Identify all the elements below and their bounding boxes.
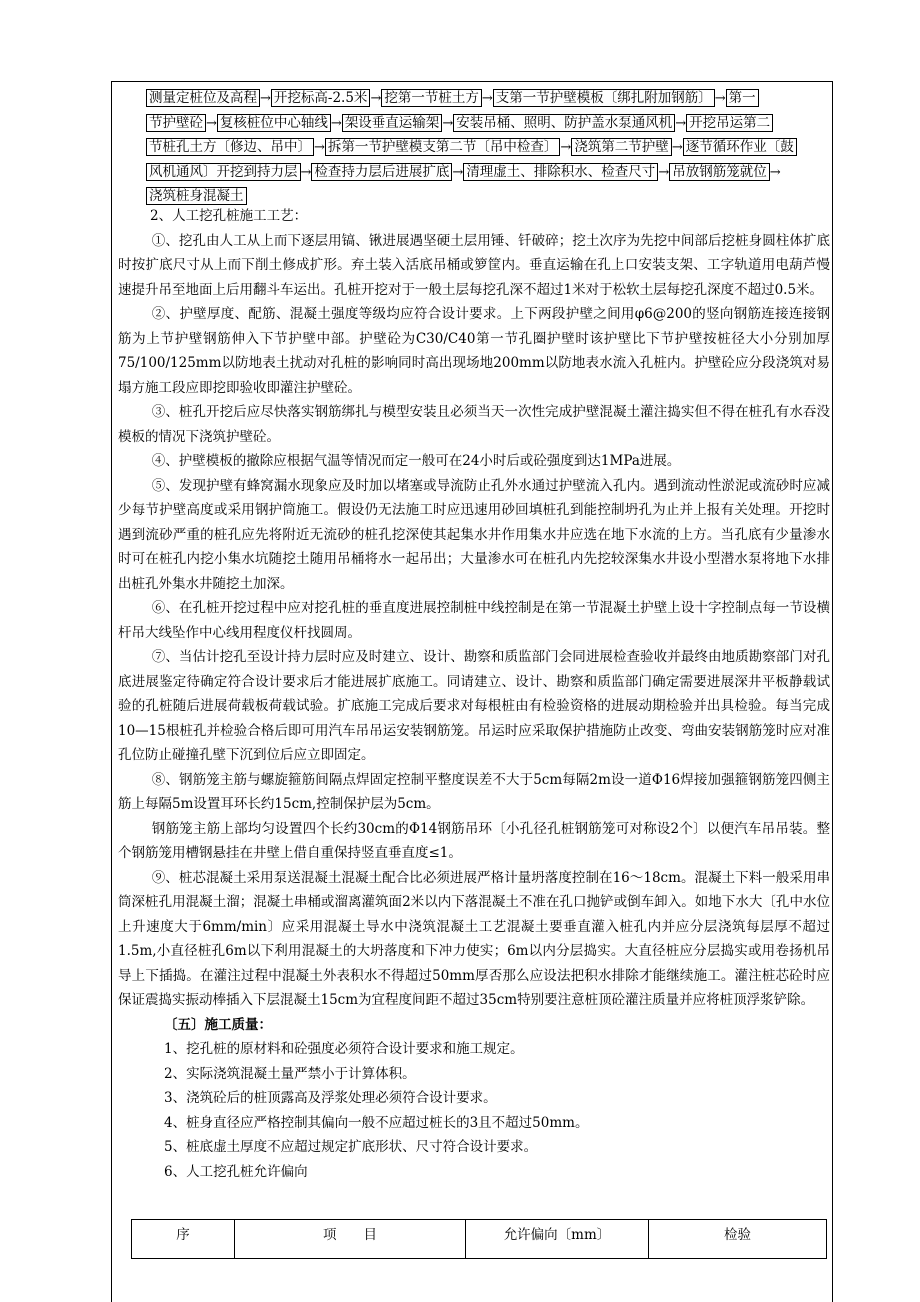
flow-step: 架设垂直运输架 [342, 114, 443, 132]
arrow-icon: → [300, 164, 312, 180]
table-header-cell: 允许偏向〔mm〕 [466, 1220, 649, 1259]
flow-step: 浇筑第二节护壁 [571, 138, 672, 156]
arrow-icon: → [675, 115, 687, 131]
arrow-icon: → [260, 91, 271, 106]
paragraph: ⑨、桩芯混凝土采用泵送混凝土混凝土配合比必须进展严格计量坍落度控制在16～18cm。混凝土下料一般采用串筒深桩孔用混凝土溜；混凝土串桶或溜离灌筑面2米以内下落混凝土不准在孔口抛铲或倒车卸入。如地下水大〔孔中水位上升速度大于6mm/min〕应采用混凝土导水中浇筑混凝土工艺混凝土要垂直灌入桩孔内并应分层浇筑每层厚不超过1.5m,小直径桩孔6m以下利用混凝土的大坍落度和下冲力使实；6m以内分层捣实。大直径桩应分层捣实或用卷扬机吊导上下插捣。在灌注过程中混凝土外表积水不得超过50mm厚否那么应设法把积水排除才能继续施工。灌注桩芯砼时应保证震捣实振动棒插入下层混凝土15cm为宜程度间距不超过35cm特别要注意桩顶砼灌注质量并应将桩顶浮浆铲除。 [118, 869, 830, 1008]
flow-step: 清理虚土、排除积水、检查尺寸 [463, 163, 658, 181]
arrow-icon: → [206, 115, 217, 131]
arrow-icon: → [481, 91, 493, 106]
quality-item: 5、桩底虚土厚度不应超过规定扩底形状、尺寸符合设计要求。 [164, 1139, 538, 1155]
paragraph: ①、挖孔由人工从上而下逐层用镐、锹进展遇坚硬土层用锤、钎破碎；挖土次序为先挖中间部后挖桩身圆柱体扩底时按扩底尺寸从上而下削土修成扩形。弃土装入活底吊桶或箩筐内。垂直运输在孔上口安装支架、工字轨道用电葫芦慢速提升吊至地面上后用翻斗车运出。孔桩开挖对于一般土层每挖孔深不超过1米对于松软土层每挖孔深度不超过0.5米。 [118, 232, 830, 298]
section-heading: 〔五〕施工质量： [164, 1016, 272, 1033]
flow-step: 挖第一节桩土方 [381, 89, 482, 107]
flow-step: 测量定桩位及高程 [146, 89, 260, 107]
arrow-icon: → [671, 140, 683, 155]
arrow-icon: → [769, 164, 781, 180]
table-header-cell: 序 [132, 1220, 235, 1259]
paragraph: ④、护壁模板的撤除应根据气温等情况而定一般可在24小时后或砼强度到达1MPa进展。 [151, 453, 681, 469]
paragraph: ②、护壁厚度、配筋、混凝土强度等级均应符合设计要求。上下两段护壁之间用φ6@200的竖向钢筋连接连接钢筋为上节护壁钢筋伸入下节护壁中部。护壁砼为C30/C40第一节孔圈护壁时该护壁比下节护壁按桩径大小分别加厚75/100/125mm以防地表土扰动对孔桩的影响同时高出现场地200mm以防地表水流入孔桩内。护壁砼应分段浇筑对易塌方施工段应即挖即验收即灌注护壁砼。 [118, 306, 830, 396]
flow-step: 第一 [726, 89, 759, 107]
flow-step: 开挖标高-2.5米 [271, 89, 371, 107]
flow-step: 吊放钢筋笼就位 [669, 163, 770, 181]
paragraph: ⑦、当估计挖孔至设计持力层时应及时建立、设计、勘察和质监部门会同进展检查验收并最终由地质勘察部门对孔底进展鉴定待确定符合设计要求后才能进展扩底施工。同请建立、设计、勘察和质监部门确定需要进展深井平板静载试验的孔桩随后进展荷载板荷载试验。扩底施工完成后要求对每根桩由有检验资格的进展动期检验并出具检验。每当完成10—15根桩孔并检验合格后即可用汽车吊吊运安装钢筋笼。吊运时应采取保护措施防止改变、弯曲安装钢筋笼时应对准孔位防止碰撞孔壁下沉到位后应立即固定。 [118, 649, 830, 763]
arrow-icon: → [714, 91, 726, 106]
arrow-icon: → [370, 91, 382, 106]
quality-item: 6、人工挖孔桩允许偏向 [164, 1163, 308, 1180]
flow-line-2 [146, 111, 830, 136]
paragraph: ⑤、发现护壁有蜂窝漏水现象应及时加以堵塞或导流防止孔外水通过护壁流入孔内。遇到流动性淤泥或流砂时应减少每节护壁高度或采用钢护筒施工。假设仍无法施工时应迅速用砂回填桩孔到能控制坍孔为止并上报有关处理。开挖时遇到流砂严重的桩孔应先将附近无流砂的桩孔挖深使其起集水井作用集水井应选在地下水流的上方。当孔底有少量渗水时可在桩孔内挖小集水坑随挖土随用吊桶将水一起吊出；大量渗水可在桩孔内先挖较深集水井设小型潜水泵将地下水排出桩孔外集水井随挖土加深。 [118, 477, 830, 592]
quality-item: 4、桩身直径应严格控制其偏向一般不应超过桩长的3且不超过50mm。 [164, 1114, 589, 1131]
flow-step: 逐节循环作业〔鼓 [683, 138, 797, 156]
deviation-table [131, 1219, 827, 1259]
flow-line-4 [146, 160, 830, 185]
table-header-cell: 项 目 [235, 1220, 466, 1259]
paragraph: ⑧、钢筋笼主筋与螺旋箍筋间隔点焊固定控制平整度误差不大于5cm每隔2m设一道Φ16焊接加强箍钢筋笼四侧主筋上每隔5m设置耳环长约15cm,控制保护层为5cm。 [118, 771, 830, 812]
quality-item: 3、浇筑砼后的桩顶露高及浮浆处理必须符合设计要求。 [164, 1090, 497, 1106]
flow-step: 节桩孔土方〔修边、吊中〕 [146, 138, 314, 156]
main-content [118, 204, 830, 1184]
paragraph: ③、桩孔开挖后应尽快落实钢筋绑扎与模型安装且必须当天一次性完成护壁混凝土灌注捣实但不得在桩孔有水吞没模板的情况下浇筑护壁砼。 [118, 404, 830, 445]
flow-line-1 [146, 86, 830, 111]
paragraph: 钢筋笼主筋上部均匀设置四个长约30cm的Φ14钢筋吊环〔小孔径孔桩钢筋笼可对称设2个〕以便汽车吊吊装。整个钢筋笼用槽钢悬挂在井壁上借自重保持竖直垂直度≤1。 [118, 820, 830, 861]
arrow-icon: → [442, 115, 454, 131]
arrow-icon: → [452, 164, 464, 180]
flow-step: 复核桩位中心轴线 [217, 114, 331, 132]
flow-step: 检查持力层后进展扩底 [311, 163, 452, 181]
arrow-icon: → [330, 115, 342, 131]
paragraph: ⑥、在孔桩开挖过程中应对挖孔桩的垂直度进展控制桩中线控制是在第一节混凝土护壁上设十字控制点每一节设横杆吊大线坠作中心线用程度仪杆找圆周。 [118, 600, 830, 641]
table-header-cell: 检验 [649, 1220, 827, 1259]
quality-item: 1、挖孔桩的原材料和砼强度必须符合设计要求和施工规定。 [164, 1041, 524, 1057]
table-header-row [132, 1220, 827, 1259]
arrow-icon: → [314, 140, 325, 155]
flow-step: 开挖吊运第二 [686, 114, 773, 132]
flow-line-3 [146, 135, 830, 160]
flow-step: 支第一节护壁模板〔绑扎附加钢筋〕 [493, 89, 715, 107]
flow-step: 安装吊桶、照明、防护盖水泵通风机 [453, 114, 675, 132]
section-heading: 2、人工挖孔桩施工工艺： [150, 208, 308, 224]
arrow-icon: → [560, 140, 572, 155]
flow-step: 风机通风〕开挖到持力层 [146, 163, 301, 181]
flow-step: 节护壁砼 [146, 114, 206, 132]
quality-item: 2、实际浇筑混凝土量严禁小于计算体积。 [164, 1065, 416, 1082]
process-flowchart [146, 86, 830, 209]
arrow-icon: → [658, 164, 670, 180]
flow-step: 浇筑桩身混凝土 [146, 187, 247, 205]
flow-step: 拆第一节护壁模支第二节〔吊中检查〕 [325, 138, 561, 156]
